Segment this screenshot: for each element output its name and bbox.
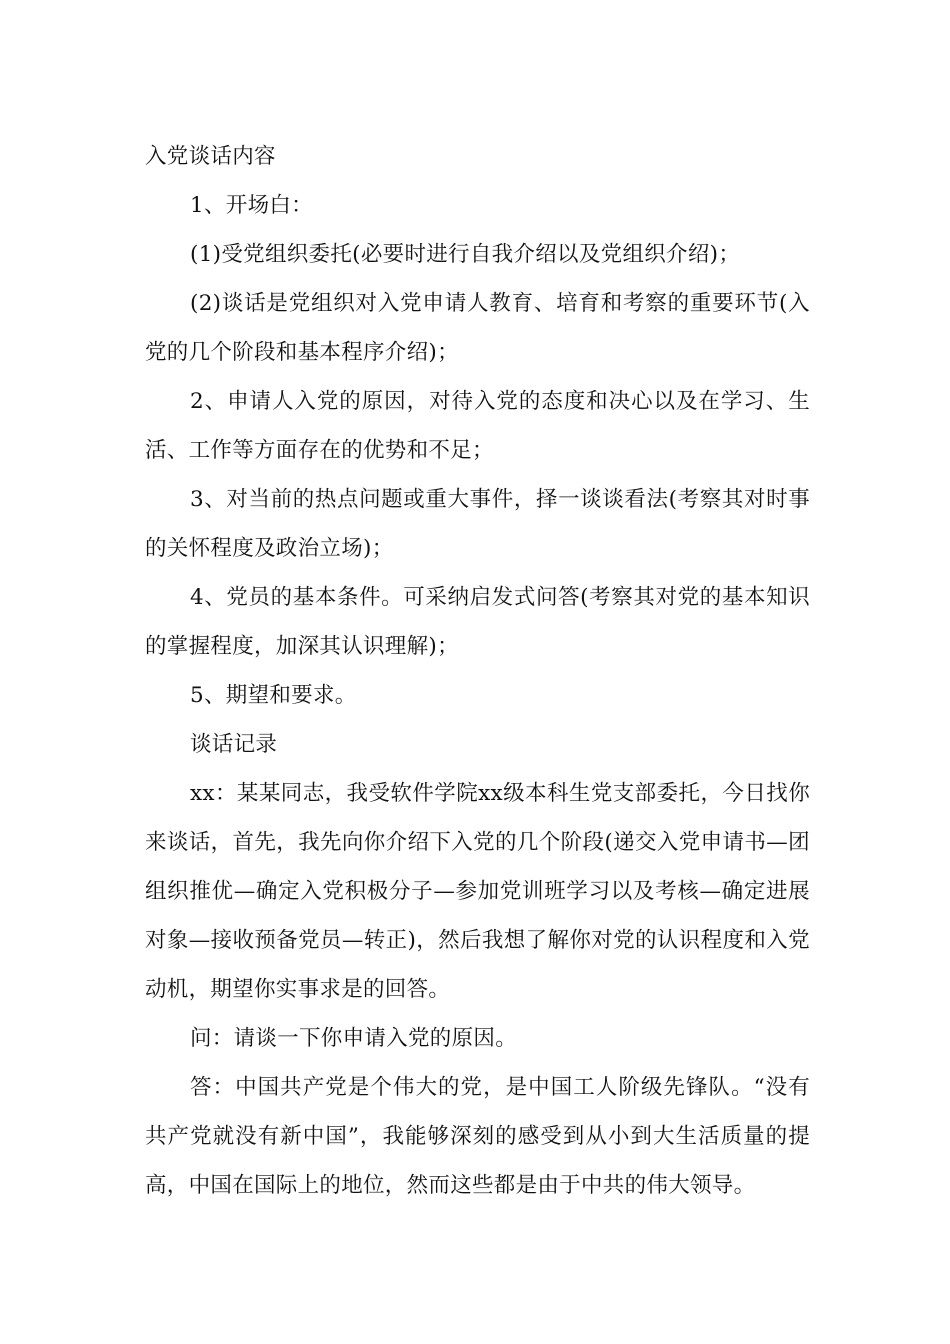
record-intro-paragraph: xx：某某同志，我受软件学院xx级本科生党支部委托，今日找你来谈话，首先，我先向你介绍下入党的几个阶段(递交入党申请书—团组织推优—确定入党积极分子—参加党训班学习以及考核—确定进展对象—接收预备党员—转正)，然后我想了解你对党的认识程度和入党动机，期望你实事求是的回答。 [145, 781, 810, 1002]
question-paragraph: 问：请谈一下你申请入党的原因。 [190, 1026, 518, 1051]
section-expectations: 5、期望和要求。 [190, 683, 357, 708]
record-heading: 谈话记录 [190, 732, 278, 757]
document-title: 入党谈话内容 [145, 144, 276, 169]
answer-paragraph: 答：中国共产党是个伟大的党，是中国工人阶级先锋队。“没有共产党就没有新中国”，我能够深刻的感受到从小到大生活质量的提高，中国在国际上的地位，然而这些都是由于中共的伟大领导。 [145, 1075, 810, 1198]
document-body [145, 132, 810, 1210]
opening-item-2: (2)谈话是党组织对入党申请人教育、培育和考察的重要环节(入党的几个阶段和基本程序介绍)； [145, 291, 810, 365]
section-opening: 1、开场白： [190, 193, 313, 218]
section-member-conditions: 4、党员的基本条件。可采纳启发式问答(考察其对党的基本知识的掌握程度，加深其认识理解)； [145, 585, 810, 659]
opening-item-1: (1)受党组织委托(必要时进行自我介绍以及党组织介绍)； [190, 242, 741, 267]
section-hot-issues: 3、对当前的热点问题或重大事件，择一谈谈看法(考察其对时事的关怀程度及政治立场)； [145, 487, 810, 561]
section-reasons: 2、申请人入党的原因，对待入党的态度和决心以及在学习、生活、工作等方面存在的优势和不足； [145, 389, 810, 463]
